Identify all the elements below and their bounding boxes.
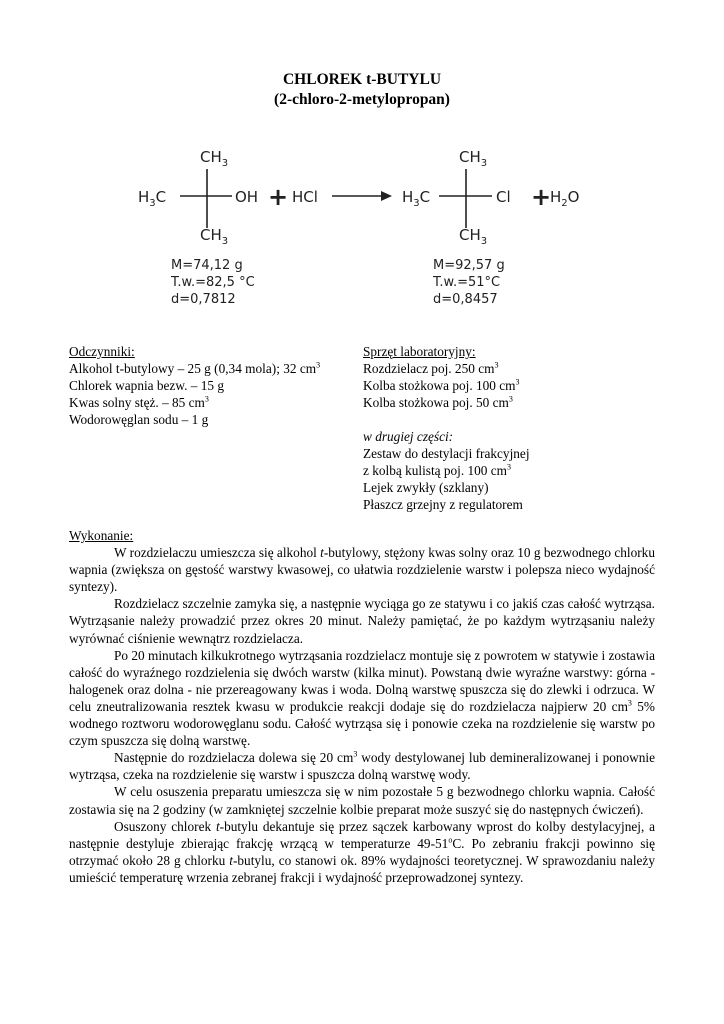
procedure-paragraph-3: Po 20 minutach kilkukrotnego wytrząsania rozdzielacz montuje się z powrotem w statywie i zostawia całość do wyraźnego rozdzielenia się dwóch warstw (kilka minut). Powstaną dwie wyraźne warstwy: górna - halogenek oraz dolna - nie przereagowany kwas i woda. Dolną warstwę spuszcza się do zlewki i odrzuca. W celu zneutralizowania resztek kwasu w produkcie reakcji dodaje się do rozdzielacza najpierw 20 $cm^3$ 5% wodnego roztworu wodorowęglanu sodu. Całość wytrząsa się i ponowie czeka na rozdzielenie się warstw po czym spuszcza się dolną warstwę. — [69, 647, 655, 749]
equipment-item: Płaszcz grzejny z regulatorem — [363, 497, 523, 512]
equipment-list — [363, 343, 663, 513]
equipment-item: Lejek zwykły (szklany) — [363, 480, 489, 495]
product-top-group: $CH_3$ — [459, 148, 488, 169]
reactant-properties — [170, 258, 255, 307]
reaction-scheme — [0, 140, 724, 310]
reagent-item: Chlorek wapnia bezw. – 15 g — [69, 378, 224, 393]
product-molar-mass: M=92,57 g — [433, 258, 505, 273]
product-bottom-group: $CH_3$ — [459, 226, 488, 247]
reagent-item: Wodorowęglan sodu – 1 g — [69, 412, 209, 427]
reagent-item: Kwas solny stęż. – 85 $cm^3$ — [69, 394, 209, 410]
product-structure — [402, 148, 511, 247]
product-density: d=0,8457 — [433, 292, 498, 307]
reactant-hydroxyl: OH — [235, 188, 259, 206]
title-line-2: (2-chloro-2-metylopropan) — [274, 91, 450, 108]
document-title — [0, 70, 724, 110]
reactant-top-group: $CH_3$ — [200, 148, 229, 169]
reagent-item: Alkohol t-butylowy – 25 g (0,34 mola); 32 $cm^3$ — [69, 360, 321, 376]
procedure-paragraph-5: W celu osuszenia preparatu umieszcza się w nim pozostałe 5 g bezwodnego chlorku wapnia. Całość zostawia się na 2 godziny (w zamkniętej szczelnie kolbie preparat może suszyć się do następnych ćwiczeń). — [69, 784, 655, 817]
product-left-group: $H_3C$ — [402, 188, 431, 209]
reactant-molar-mass: M=74,12 g — [171, 258, 243, 273]
reactant-bottom-group: $CH_3$ — [200, 226, 229, 247]
equipment-item: z kolbą kulistą poj. 100 $cm^3$ — [363, 462, 512, 478]
procedure-heading: Wykonanie: — [69, 528, 134, 543]
procedure-paragraph-6: Osuszony chlorek t-butylu dekantuje się przez sączek karbowany wprost do kolby destylacyjnej, a następnie destyluje zbierając frakcję wrzącą w temperaturze 49-51$^o$C. Po zebraniu frakcji powinno się otrzymać około 28 g chlorku t-butylu, co stanowi ok. 89% wydajności teoretycznej. W sprawozdaniu należy umieścić temperaturę wrzenia zebranej frakcji i wydajność przeprowadzonej syntezy. — [69, 818, 656, 885]
reactant-density: d=0,7812 — [171, 292, 236, 307]
reagents-heading: Odczynniki: — [69, 344, 135, 359]
title-line-1: CHLOREK t-BUTYLU — [282, 71, 442, 88]
equipment-item: Rozdzielacz poj. 250 $cm^3$ — [363, 360, 499, 376]
procedure-section — [69, 527, 655, 886]
equipment-item: Kolba stożkowa poj. 100 $cm^3$ — [363, 377, 520, 393]
second-part-heading: w drugiej części: — [363, 429, 454, 444]
reagent-hcl: HCl — [292, 188, 318, 206]
plus-sign-2: + — [531, 183, 552, 211]
equipment-heading: Sprzęt laboratoryjny: — [363, 344, 476, 359]
reactant-boiling-point: T.w.=82,5 °C — [171, 275, 255, 290]
product-chlorine: Cl — [496, 188, 511, 206]
reagents-list — [69, 343, 359, 428]
equipment-item: Zestaw do destylacji frakcyjnej — [363, 446, 530, 461]
product-boiling-point: T.w.=51°C — [433, 275, 501, 290]
procedure-paragraph-2: Rozdzielacz szczelnie zamyka się, a następnie wyciąga go ze statywu i co jakiś czas całość wytrząsa. Wytrząsanie należy prowadzić przez okres 20 minut. Należy pamiętać, że po każdym wytrząsaniu należy wyrównać ciśnienie wewnątrz rozdzielacza. — [69, 596, 655, 646]
reaction-arrow — [332, 191, 392, 201]
reactant-left-group: $H_3C$ — [138, 188, 167, 209]
product-water: $H_2O$ — [550, 188, 580, 209]
reactant-structure — [138, 148, 258, 247]
procedure-paragraph-4: Następnie do rozdzielacza dolewa się 20 $cm^3$ wody destylowanej lub demineralizowanej i ponownie wytrząsa, czeka na rozdzielenie się warstw i spuszcza dolną warstwę wody. — [69, 749, 656, 783]
procedure-paragraph-1: W rozdzielaczu umieszcza się alkohol t-butylowy, stężony kwas solny oraz 10 g bezwodnego chlorku wapnia (zwiększa on gęstość warstwy kwasowej, co ułatwia rozdzielenie warstw i polepsza nieco wydajność syntezy). — [69, 545, 655, 595]
product-properties — [432, 258, 505, 307]
plus-sign-1: + — [268, 183, 289, 211]
equipment-item: Kolba stożkowa poj. 50 $cm^3$ — [363, 394, 513, 410]
